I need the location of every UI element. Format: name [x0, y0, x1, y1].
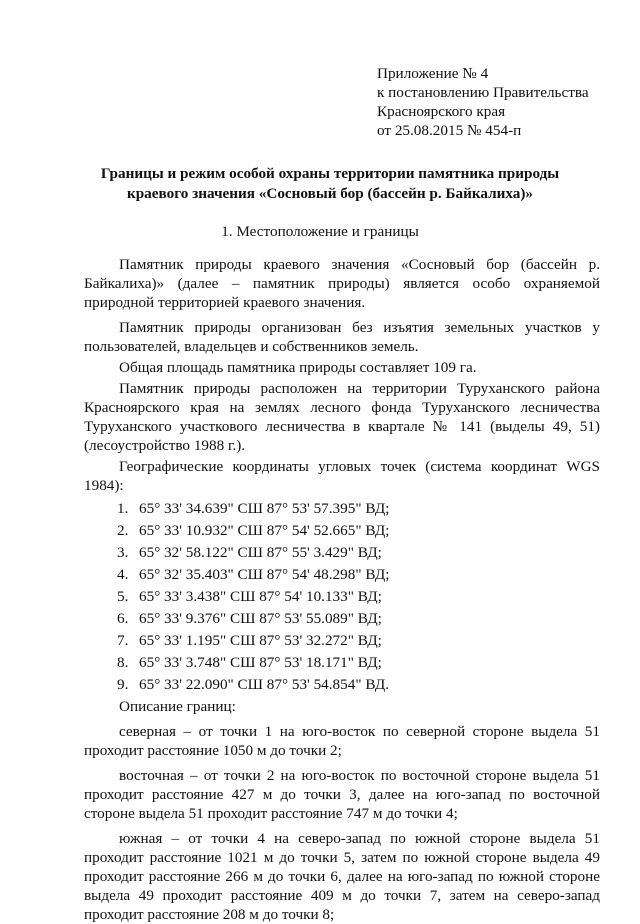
document-body	[84, 255, 600, 924]
coordinate-item: 6. 65° 33' 9.376" СШ 87° 53' 55.089" ВД;	[117, 610, 382, 627]
annex-number: Приложение № 4	[377, 65, 489, 82]
border-east: восточная – от точки 2 на юго-восток по восточной стороне выдела 51 проходит расстояние 427 м до точки 3, далее на юго-запад по восточной стороне выдела 51 проходит расстояние 747 м до точки 4;	[84, 767, 600, 822]
annex-date: от 25.08.2015 № 454-п	[377, 122, 522, 139]
coordinate-item: 7. 65° 33' 1.195" СШ 87° 53' 32.272" ВД;	[117, 632, 382, 649]
coordinate-item: 8. 65° 33' 3.748" СШ 87° 53' 18.171" ВД;	[117, 654, 382, 671]
section-heading: 1. Местоположение и границы	[221, 223, 419, 240]
annex-region: Красноярского края	[377, 103, 506, 120]
document-title	[70, 164, 590, 204]
paragraph-area: Общая площадь памятника природы составляет 109 га.	[119, 359, 477, 376]
border-north: северная – от точки 1 на юго-восток по северной стороне выдела 51 проходит расстояние 1050 м до точки 2;	[84, 723, 600, 759]
border-south: южная – от точки 4 на северо-запад по южной стороне выдела 51 проходит расстояние 1021 м до точки 5, затем по южной стороне выдела 49 проходит расстояние 266 м до точки 6, далее на юго-запад по южной стороне выдела 49 проходит расстояние 409 м до точки 7, затем на северо-запад проходит расстояние 208 м до точки 8;	[84, 830, 600, 923]
annex-header	[377, 64, 589, 140]
coordinate-item: 9. 65° 33' 22.090" СШ 87° 53' 54.854" ВД.	[117, 676, 390, 693]
paragraph-status: Памятник природы краевого значения «Сосновый бор (бассейн р. Байкалиха)» (далее – памятник природы) является особо охраняемой природной территорией краевого значения.	[84, 256, 600, 311]
coordinate-item: 3. 65° 32' 58.122" СШ 87° 55' 3.429" ВД;	[117, 544, 382, 561]
coordinate-item: 5. 65° 33' 3.438" СШ 87° 54' 10.133" ВД;	[117, 588, 382, 605]
coordinate-item: 1. 65° 33' 34.639" СШ 87° 53' 57.395" ВД;	[117, 500, 390, 517]
paragraph-coordinates: Географические координаты угловых точек (система координат WGS 1984):	[84, 458, 600, 494]
coordinate-item: 4. 65° 32' 35.403" СШ 87° 54' 48.298" ВД;	[117, 566, 390, 583]
coordinates-list	[84, 499, 600, 694]
document-title-line1: Границы и режим особой охраны территории памятника природы	[100, 165, 560, 182]
paragraph-organization: Памятник природы организован без изъятия земельных участков у пользователей, владельцев и собственников земель.	[84, 319, 600, 355]
document-title-line2: краевого значения «Сосновый бор (бассейн р. Байкалиха)»	[126, 185, 534, 202]
borders-heading: Описание границ:	[119, 698, 236, 715]
annex-decree: к постановлению Правительства	[377, 84, 589, 101]
paragraph-location: Памятник природы расположен на территории Туруханского района Красноярского края на землях лесного фонда Туруханского лесничества Туруханского участкового лесничества в квартале № 141 (выделы 49, 51) (лесоустройство 1988 г.).	[84, 380, 600, 454]
coordinate-item: 2. 65° 33' 10.932" СШ 87° 54' 52.665" ВД;	[117, 522, 390, 539]
